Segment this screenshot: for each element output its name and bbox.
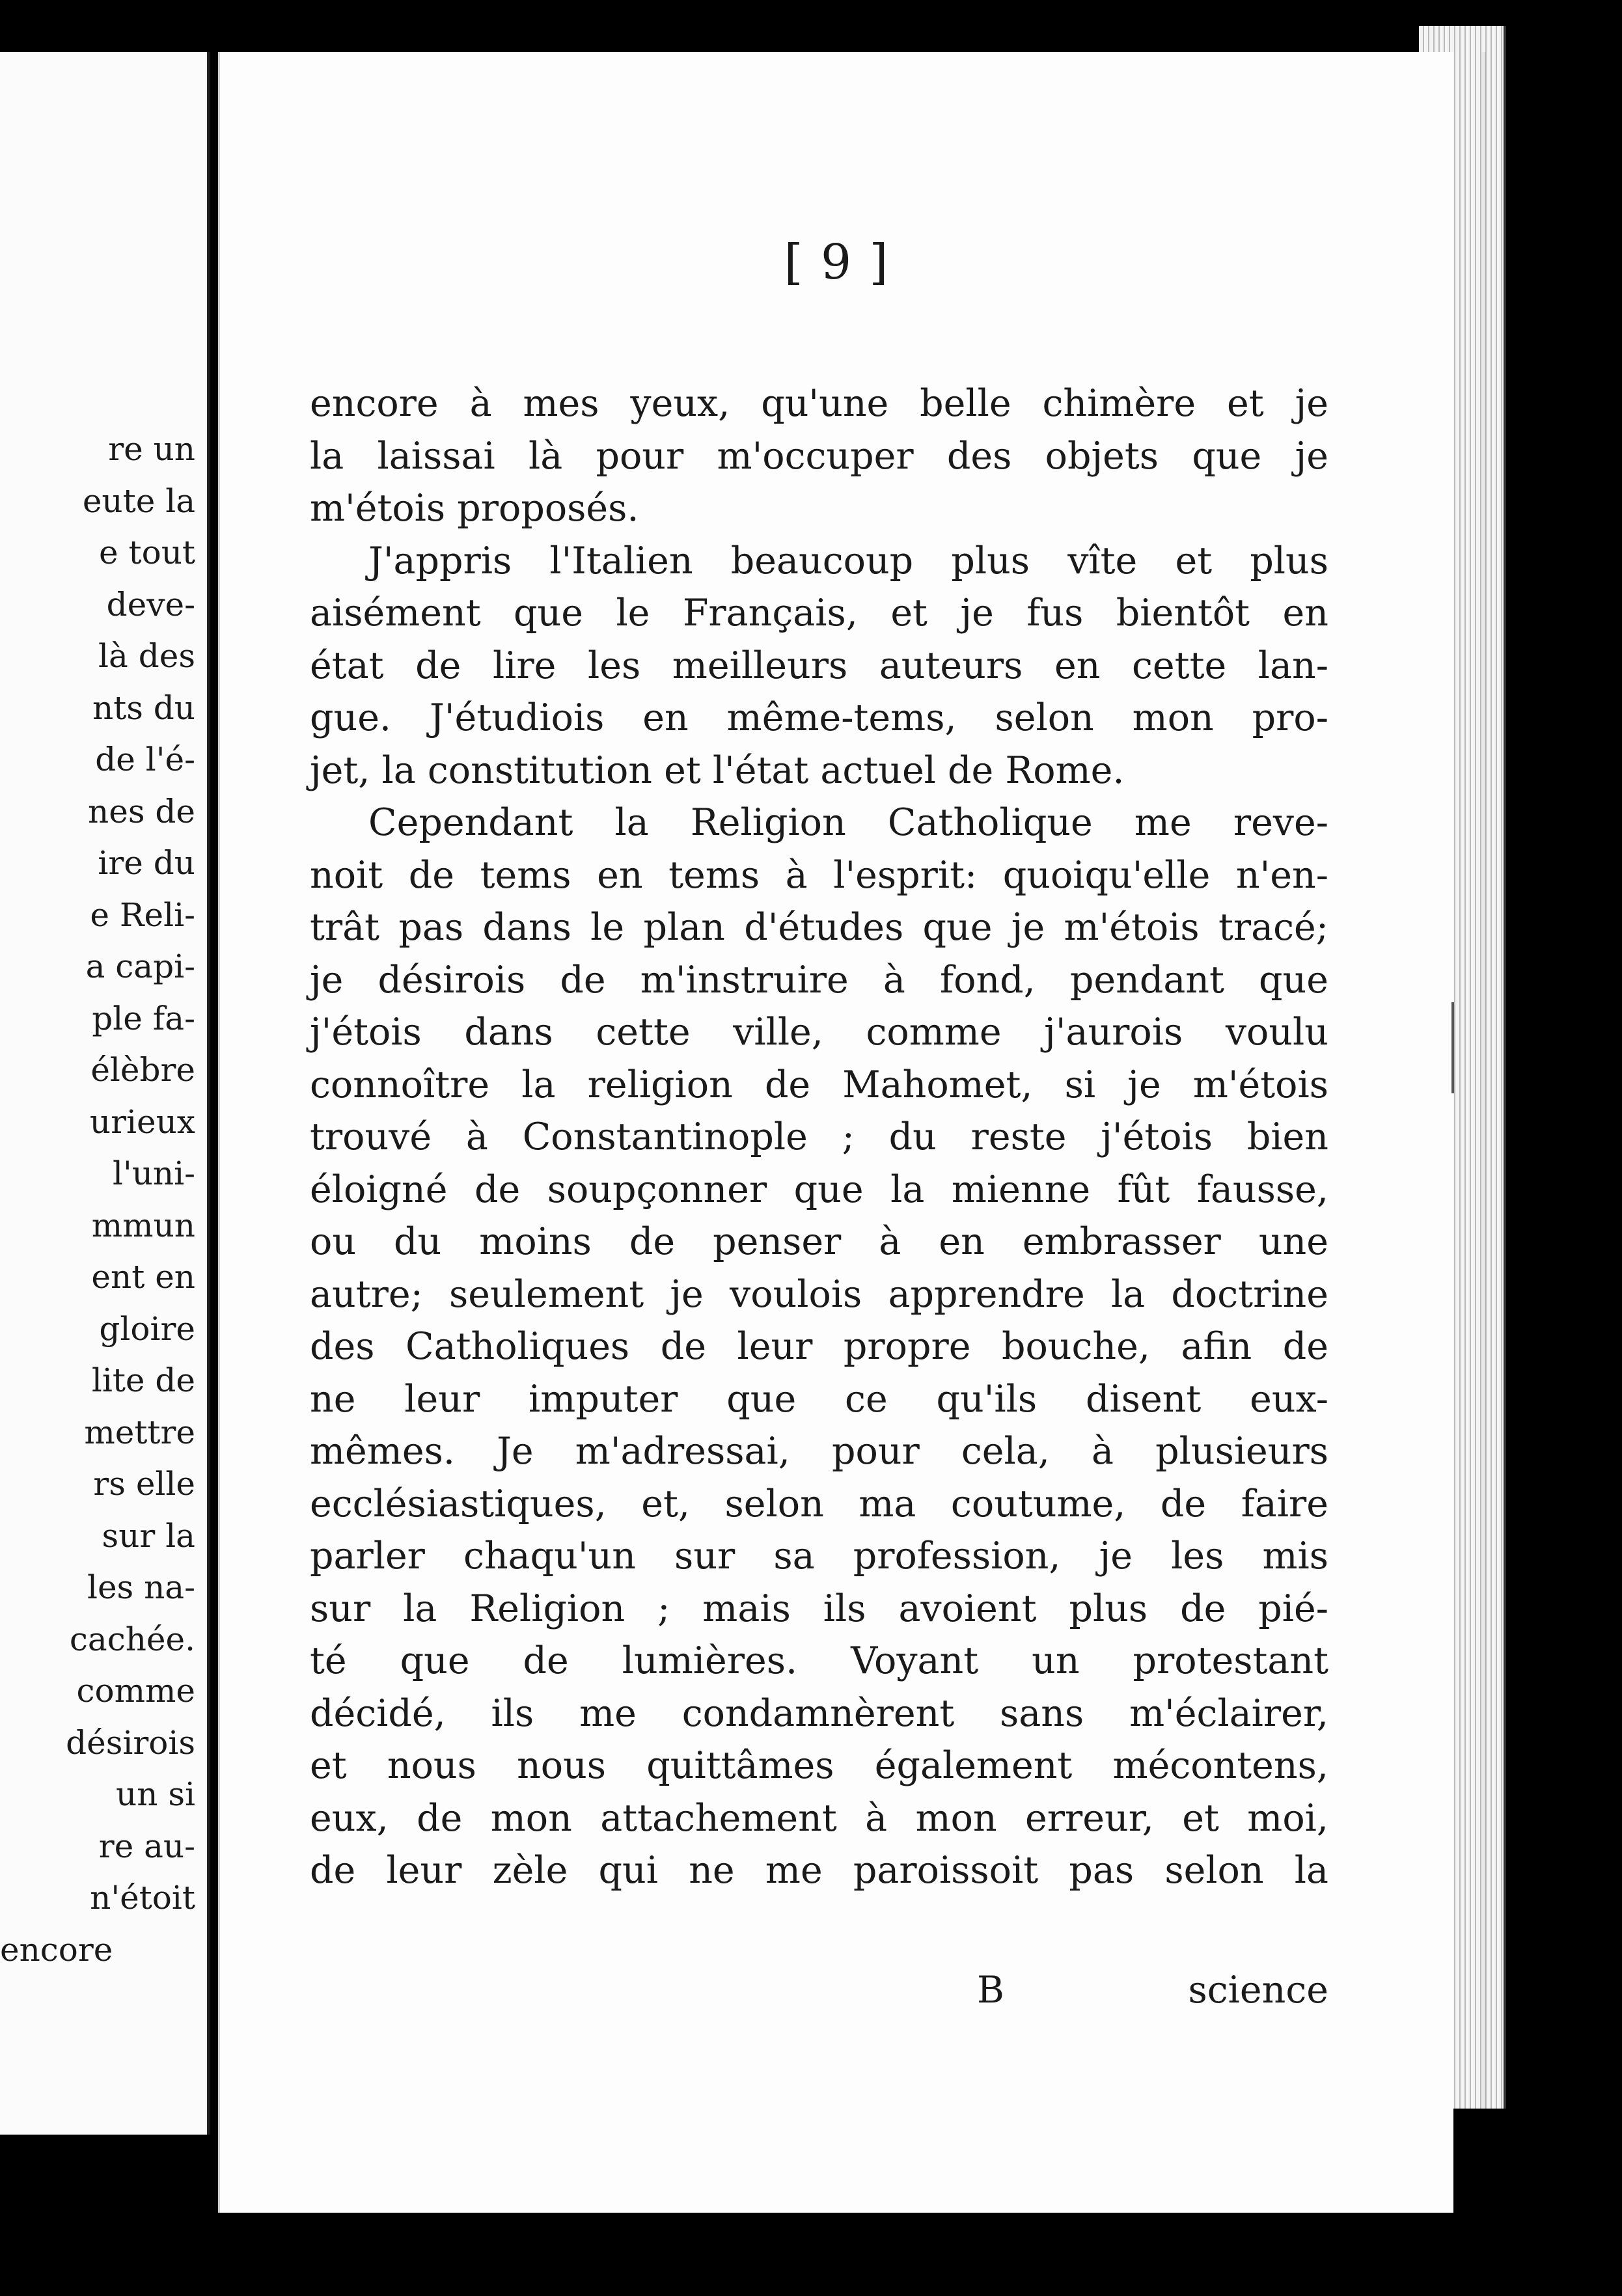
text-line: encore à mes yeux, qu'une belle chimère et je [310, 382, 1328, 425]
text-line: état de lire les meilleurs auteurs en cette lan- [310, 644, 1328, 687]
previous-page-line: un si [116, 1775, 195, 1813]
previous-page-line: e tout [99, 534, 195, 571]
previous-page-line: urieux [89, 1102, 195, 1141]
text-line: décidé, ils me condamnèrent sans m'éclairer, [310, 1691, 1328, 1735]
book-page [218, 52, 1453, 2213]
previous-page-line: les na- [87, 1568, 195, 1606]
text-line: autre; seulement je voulois apprendre la doctrine [310, 1272, 1328, 1316]
previous-page-line: cachée. [69, 1620, 195, 1658]
text-line: parler chaqu'un sur sa profession, je les mis [310, 1535, 1328, 1578]
previous-page-line: e Reli- [90, 895, 195, 934]
previous-page-line: mmun [91, 1206, 195, 1244]
previous-page-line: ire du [98, 844, 195, 882]
text-line: Cependant la Religion Catholique me reve- [368, 801, 1328, 844]
previous-page-line: là des [98, 637, 195, 675]
text-line: la laissai là pour m'occuper des objets que je [310, 434, 1328, 478]
text-line: sur la Religion ; mais ils avoient plus de pié- [310, 1587, 1328, 1630]
text-line: et nous nous quittâmes également mécontens, [310, 1744, 1328, 1787]
signature-mark: B [977, 1969, 1004, 2012]
catchword: science [1188, 1969, 1328, 2012]
text-line: je désirois de m'instruire à fond, pendant que [310, 958, 1328, 1002]
previous-page-line: mettre [84, 1413, 195, 1451]
previous-page-line: l'uni- [112, 1155, 195, 1192]
previous-page-line: sur la [102, 1516, 195, 1555]
page-footer [310, 1969, 1328, 2021]
page-number-header: [ 9 ] [784, 234, 890, 290]
previous-page-line: nes de [88, 792, 195, 830]
previous-page-line: ent en [91, 1258, 195, 1296]
scan-artifact [1451, 1002, 1454, 1093]
previous-page-line: lite de [91, 1361, 195, 1399]
previous-page-line: re un [108, 430, 195, 468]
text-line: J'appris l'Italien beaucoup plus vîte et plus [368, 539, 1328, 582]
text-line: j'étois dans cette ville, comme j'aurois voulu [310, 1011, 1328, 1054]
text-line: eux, de mon attachement à mon erreur, et moi, [310, 1796, 1328, 1840]
text-line: de leur zèle qui ne me paroissoit pas selon la [310, 1849, 1328, 1892]
body-text [310, 377, 1328, 1897]
previous-page-line: n'étoit [90, 1879, 195, 1917]
text-line: trât pas dans le plan d'études que je m'étois tracé; [310, 906, 1328, 949]
text-line: trouvé à Constantinople ; du reste j'étois bien [310, 1115, 1328, 1158]
text-line: m'étois proposés. [310, 487, 639, 530]
text-line: mêmes. Je m'adressai, pour cela, à plusieurs [310, 1430, 1328, 1473]
text-line: ou du moins de penser à en embrasser une [310, 1220, 1328, 1263]
text-line: des Catholiques de leur propre bouche, afin de [310, 1325, 1328, 1368]
text-line: gue. J'étudiois en même-tems, selon mon pro- [310, 696, 1328, 739]
page-gutter-shadow [1479, 52, 1486, 2213]
previous-page-line: gloire [99, 1309, 195, 1348]
text-line: ecclésiastiques, et, selon ma coutume, de faire [310, 1482, 1328, 1525]
previous-page-line: a capi- [85, 948, 195, 985]
previous-page-line: eute la [82, 482, 195, 520]
previous-page-line: ple fa- [92, 999, 195, 1037]
previous-page-line: deve- [106, 585, 195, 623]
text-line: noit de tems en tems à l'esprit: quoiqu'elle n'en- [310, 853, 1328, 897]
text-line: té que de lumières. Voyant un protestant [310, 1639, 1328, 1682]
previous-page-line: de l'é- [95, 741, 195, 778]
previous-page-line: rs elle [93, 1465, 195, 1503]
text-line: éloigné de soupçonner que la mienne fût fausse, [310, 1168, 1328, 1211]
previous-page-line: désirois [66, 1723, 195, 1762]
previous-page-line: élèbre [90, 1051, 195, 1089]
text-line: ne leur imputer que ce qu'ils disent eux- [310, 1377, 1328, 1421]
previous-page-line: encore [0, 1930, 113, 1969]
text-line: aisément que le Français, et je fus bientôt en [310, 592, 1328, 635]
previous-page-line: comme [76, 1672, 195, 1710]
text-line: jet, la constitution et l'état actuel de Rome. [310, 748, 1125, 792]
previous-page-line: re au- [98, 1827, 195, 1865]
text-line: connoître la religion de Mahomet, si je m'étois [310, 1063, 1328, 1106]
previous-page-line: nts du [92, 689, 195, 727]
previous-page-fragment [0, 52, 210, 2135]
